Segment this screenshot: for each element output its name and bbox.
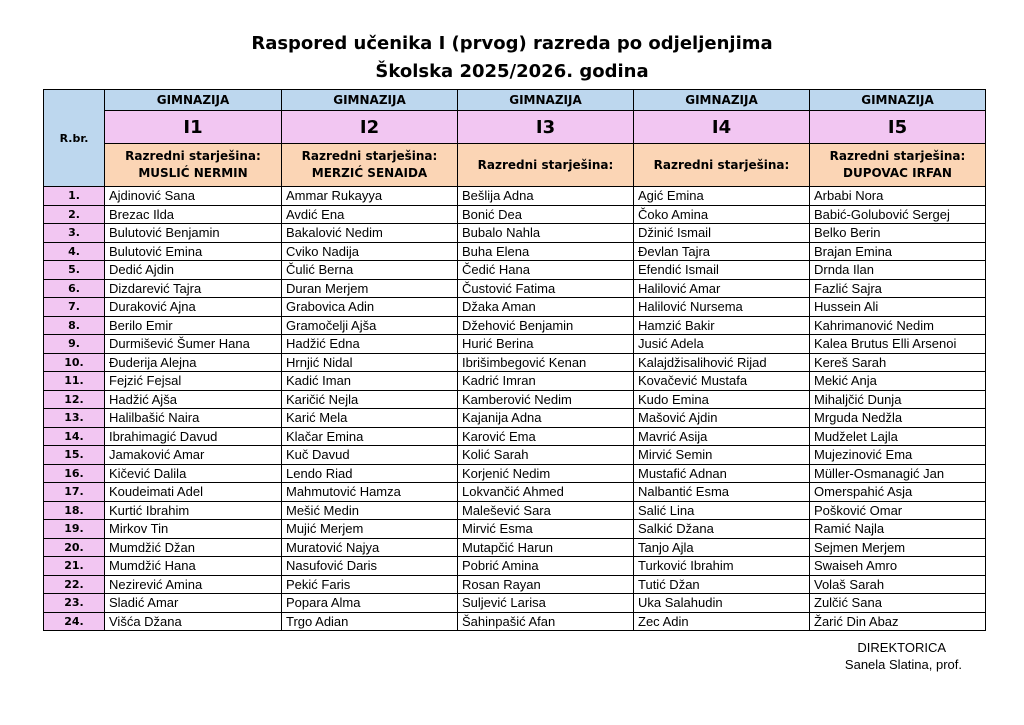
row-number: 8. bbox=[44, 316, 105, 335]
student-name: Hadžić Edna bbox=[282, 335, 458, 354]
teacher-label: Razredni starješina: bbox=[477, 157, 614, 172]
student-name: Pošković Omar bbox=[810, 501, 986, 520]
row-number: 13. bbox=[44, 409, 105, 428]
school-header-5: GIMNAZIJA bbox=[810, 90, 986, 111]
student-name: Jusić Adela bbox=[634, 335, 810, 354]
student-name: Džehović Benjamin bbox=[458, 316, 634, 335]
student-name: Čustović Fatima bbox=[458, 279, 634, 298]
student-name: Hadžić Ajša bbox=[105, 390, 282, 409]
table-row bbox=[44, 261, 986, 280]
table-row bbox=[44, 612, 986, 631]
student-name: Mustafić Adnan bbox=[634, 464, 810, 483]
student-name: Mudželet Lajla bbox=[810, 427, 986, 446]
table-row bbox=[44, 353, 986, 372]
roster-header bbox=[44, 90, 986, 187]
student-name: Mujić Merjem bbox=[282, 520, 458, 539]
table-row bbox=[44, 427, 986, 446]
student-name: Kahrimanović Nedim bbox=[810, 316, 986, 335]
student-name: Duran Merjem bbox=[282, 279, 458, 298]
school-header-3: GIMNAZIJA bbox=[458, 90, 634, 111]
teacher-name: MERZIĆ SENAIDA bbox=[311, 166, 428, 180]
table-row bbox=[44, 316, 986, 335]
student-name: Halilović Amar bbox=[634, 279, 810, 298]
student-name: Kalajdžisalihović Rijad bbox=[634, 353, 810, 372]
row-number: 22. bbox=[44, 575, 105, 594]
student-name: Brezac Ilda bbox=[105, 205, 282, 224]
row-number-header: R.br. bbox=[44, 90, 105, 187]
student-name: Žarić Din Abaz bbox=[810, 612, 986, 631]
class-code-header-1: I1 bbox=[105, 111, 282, 144]
student-name: Mašović Ajdin bbox=[634, 409, 810, 428]
student-name: Kalea Brutus Elli Arsenoi bbox=[810, 335, 986, 354]
student-name: Lokvančić Ahmed bbox=[458, 483, 634, 502]
class-code-header-4: I4 bbox=[634, 111, 810, 144]
student-name: Nasufović Daris bbox=[282, 557, 458, 576]
class-teacher-header-2 bbox=[282, 144, 458, 187]
student-name: Koudeimati Adel bbox=[105, 483, 282, 502]
student-name: Kolić Sarah bbox=[458, 446, 634, 465]
student-name: Babić-Golubović Sergej bbox=[810, 205, 986, 224]
student-name: Sejmen Merjem bbox=[810, 538, 986, 557]
student-name: Popara Alma bbox=[282, 594, 458, 613]
student-name: Ramić Najla bbox=[810, 520, 986, 539]
student-name: Avdić Ena bbox=[282, 205, 458, 224]
student-name: Džinić Ismail bbox=[634, 224, 810, 243]
student-name: Bešlija Adna bbox=[458, 187, 634, 206]
student-name: Hurić Berina bbox=[458, 335, 634, 354]
student-name: Tanjo Ajla bbox=[634, 538, 810, 557]
signature-role: DIREKTORICA bbox=[857, 640, 946, 655]
student-name: Mešić Medin bbox=[282, 501, 458, 520]
table-row bbox=[44, 557, 986, 576]
row-number: 18. bbox=[44, 501, 105, 520]
student-name: Mihaljčić Dunja bbox=[810, 390, 986, 409]
class-roster-table bbox=[43, 89, 986, 631]
student-name: Salić Lina bbox=[634, 501, 810, 520]
student-name: Čedić Hana bbox=[458, 261, 634, 280]
student-name: Suljević Larisa bbox=[458, 594, 634, 613]
row-number: 24. bbox=[44, 612, 105, 631]
student-name: Mutapčić Harun bbox=[458, 538, 634, 557]
student-name: Kičević Dalila bbox=[105, 464, 282, 483]
student-name: Fejzić Fejsal bbox=[105, 372, 282, 391]
student-name: Bulutović Benjamin bbox=[105, 224, 282, 243]
student-name: Halilbašić Naira bbox=[105, 409, 282, 428]
student-name: Kudo Emina bbox=[634, 390, 810, 409]
student-name: Malešević Sara bbox=[458, 501, 634, 520]
teacher-name: MUSLIĆ NERMIN bbox=[138, 166, 248, 180]
row-number: 21. bbox=[44, 557, 105, 576]
student-name: Fazlić Sajra bbox=[810, 279, 986, 298]
student-name: Korjenić Nedim bbox=[458, 464, 634, 483]
student-name: Jamaković Amar bbox=[105, 446, 282, 465]
row-number: 9. bbox=[44, 335, 105, 354]
student-name: Đuderija Alejna bbox=[105, 353, 282, 372]
student-name: Grabovica Adin bbox=[282, 298, 458, 317]
student-name: Pekić Faris bbox=[282, 575, 458, 594]
student-name: Brajan Emina bbox=[810, 242, 986, 261]
table-row bbox=[44, 464, 986, 483]
student-name: Mekić Anja bbox=[810, 372, 986, 391]
student-name: Šahinpašić Afan bbox=[458, 612, 634, 631]
row-number: 12. bbox=[44, 390, 105, 409]
student-name: Bonić Dea bbox=[458, 205, 634, 224]
table-row bbox=[44, 205, 986, 224]
student-name: Trgo Adian bbox=[282, 612, 458, 631]
student-name: Mrguda Nedžla bbox=[810, 409, 986, 428]
student-name: Ibrahimagić Davud bbox=[105, 427, 282, 446]
student-name: Čoko Amina bbox=[634, 205, 810, 224]
student-name: Omerspahić Asja bbox=[810, 483, 986, 502]
student-name: Muratović Najya bbox=[282, 538, 458, 557]
table-row bbox=[44, 538, 986, 557]
class-teacher-header-1 bbox=[105, 144, 282, 187]
student-name: Nalbantić Esma bbox=[634, 483, 810, 502]
student-name: Hussein Ali bbox=[810, 298, 986, 317]
student-name: Bakalović Nedim bbox=[282, 224, 458, 243]
roster-body bbox=[44, 187, 986, 631]
student-name: Džaka Aman bbox=[458, 298, 634, 317]
row-number: 6. bbox=[44, 279, 105, 298]
student-name: Salkić Džana bbox=[634, 520, 810, 539]
row-number: 1. bbox=[44, 187, 105, 206]
row-number: 16. bbox=[44, 464, 105, 483]
class-teacher-header-4 bbox=[634, 144, 810, 187]
school-header-1: GIMNAZIJA bbox=[105, 90, 282, 111]
row-number: 17. bbox=[44, 483, 105, 502]
student-name: Durmišević Šumer Hana bbox=[105, 335, 282, 354]
student-name: Duraković Ajna bbox=[105, 298, 282, 317]
table-row bbox=[44, 298, 986, 317]
row-number: 15. bbox=[44, 446, 105, 465]
student-name: Cviko Nadija bbox=[282, 242, 458, 261]
student-name: Karović Ema bbox=[458, 427, 634, 446]
student-name: Mirvić Esma bbox=[458, 520, 634, 539]
student-name: Rosan Rayan bbox=[458, 575, 634, 594]
student-name: Buha Elena bbox=[458, 242, 634, 261]
student-name: Halilović Nursema bbox=[634, 298, 810, 317]
row-number: 7. bbox=[44, 298, 105, 317]
class-teacher-header-3 bbox=[458, 144, 634, 187]
table-row bbox=[44, 501, 986, 520]
student-name: Kajanija Adna bbox=[458, 409, 634, 428]
student-name: Mirvić Semin bbox=[634, 446, 810, 465]
student-name: Dedić Ajdin bbox=[105, 261, 282, 280]
document-title: Raspored učenika I (prvog) razreda po odjeljenjima bbox=[251, 33, 773, 54]
table-row bbox=[44, 483, 986, 502]
student-name: Tutić Džan bbox=[634, 575, 810, 594]
table-row bbox=[44, 446, 986, 465]
signature-name: Sanela Slatina, prof. bbox=[844, 657, 962, 672]
student-name: Kuč Davud bbox=[282, 446, 458, 465]
student-name: Kadić Iman bbox=[282, 372, 458, 391]
row-number: 3. bbox=[44, 224, 105, 243]
student-name: Mirkov Tin bbox=[105, 520, 282, 539]
teacher-label: Razredni starješina: bbox=[301, 149, 438, 163]
student-name: Đevlan Tajra bbox=[634, 242, 810, 261]
student-name: Sladić Amar bbox=[105, 594, 282, 613]
student-name: Ibrišimbegović Kenan bbox=[458, 353, 634, 372]
student-name: Mavrić Asija bbox=[634, 427, 810, 446]
student-name: Hrnjić Nidal bbox=[282, 353, 458, 372]
student-name: Kovačević Mustafa bbox=[634, 372, 810, 391]
school-year-subtitle: Školska 2025/2026. godina bbox=[375, 61, 649, 82]
student-name: Višća Džana bbox=[105, 612, 282, 631]
student-name: Klačar Emina bbox=[282, 427, 458, 446]
student-name: Hamzić Bakir bbox=[634, 316, 810, 335]
row-number: 2. bbox=[44, 205, 105, 224]
student-name: Drnda Ilan bbox=[810, 261, 986, 280]
class-code-header-2: I2 bbox=[282, 111, 458, 144]
school-header-2: GIMNAZIJA bbox=[282, 90, 458, 111]
table-row bbox=[44, 187, 986, 206]
row-number: 4. bbox=[44, 242, 105, 261]
table-row bbox=[44, 520, 986, 539]
class-teacher-header-5 bbox=[810, 144, 986, 187]
table-row bbox=[44, 279, 986, 298]
student-name: Gramočelji Ajša bbox=[282, 316, 458, 335]
student-name: Müller-Osmanagić Jan bbox=[810, 464, 986, 483]
student-name: Kurtić Ibrahim bbox=[105, 501, 282, 520]
student-name: Pobrić Amina bbox=[458, 557, 634, 576]
student-name: Mujezinović Ema bbox=[810, 446, 986, 465]
student-name: Turković Ibrahim bbox=[634, 557, 810, 576]
teacher-name: DUPOVAC IRFAN bbox=[843, 166, 952, 180]
student-name: Belko Berin bbox=[810, 224, 986, 243]
teacher-label: Razredni starješina: bbox=[125, 149, 261, 163]
student-name: Karičić Nejla bbox=[282, 390, 458, 409]
student-name: Karić Mela bbox=[282, 409, 458, 428]
student-name: Mumdžić Hana bbox=[105, 557, 282, 576]
student-name: Lendo Riad bbox=[282, 464, 458, 483]
table-row bbox=[44, 224, 986, 243]
table-row bbox=[44, 335, 986, 354]
teacher-label: Razredni starješina: bbox=[829, 149, 966, 163]
student-name: Arbabi Nora bbox=[810, 187, 986, 206]
student-name: Ammar Rukayya bbox=[282, 187, 458, 206]
table-row bbox=[44, 594, 986, 613]
student-name: Volaš Sarah bbox=[810, 575, 986, 594]
row-number: 11. bbox=[44, 372, 105, 391]
class-code-header-5: I5 bbox=[810, 111, 986, 144]
student-name: Swaiseh Amro bbox=[810, 557, 986, 576]
student-name: Zulčić Sana bbox=[810, 594, 986, 613]
student-name: Nezirević Amina bbox=[105, 575, 282, 594]
row-number: 5. bbox=[44, 261, 105, 280]
student-name: Mumdžić Džan bbox=[105, 538, 282, 557]
table-row bbox=[44, 575, 986, 594]
row-number: 19. bbox=[44, 520, 105, 539]
row-number: 20. bbox=[44, 538, 105, 557]
student-name: Zec Adin bbox=[634, 612, 810, 631]
student-name: Berilo Emir bbox=[105, 316, 282, 335]
student-name: Čulić Berna bbox=[282, 261, 458, 280]
student-name: Kamberović Nedim bbox=[458, 390, 634, 409]
student-name: Bulutović Emina bbox=[105, 242, 282, 261]
student-name: Agić Emina bbox=[634, 187, 810, 206]
row-number: 14. bbox=[44, 427, 105, 446]
student-name: Efendić Ismail bbox=[634, 261, 810, 280]
table-row bbox=[44, 372, 986, 391]
student-name: Uka Salahudin bbox=[634, 594, 810, 613]
table-row bbox=[44, 409, 986, 428]
table-row bbox=[44, 242, 986, 261]
student-name: Dizdarević Tajra bbox=[105, 279, 282, 298]
school-header-4: GIMNAZIJA bbox=[634, 90, 810, 111]
row-number: 10. bbox=[44, 353, 105, 372]
student-name: Kereš Sarah bbox=[810, 353, 986, 372]
class-code-header-3: I3 bbox=[458, 111, 634, 144]
teacher-label: Razredni starješina: bbox=[653, 157, 790, 172]
student-name: Bubalo Nahla bbox=[458, 224, 634, 243]
student-name: Kadrić Imran bbox=[458, 372, 634, 391]
student-name: Mahmutović Hamza bbox=[282, 483, 458, 502]
row-number: 23. bbox=[44, 594, 105, 613]
table-row bbox=[44, 390, 986, 409]
student-name: Ajdinović Sana bbox=[105, 187, 282, 206]
